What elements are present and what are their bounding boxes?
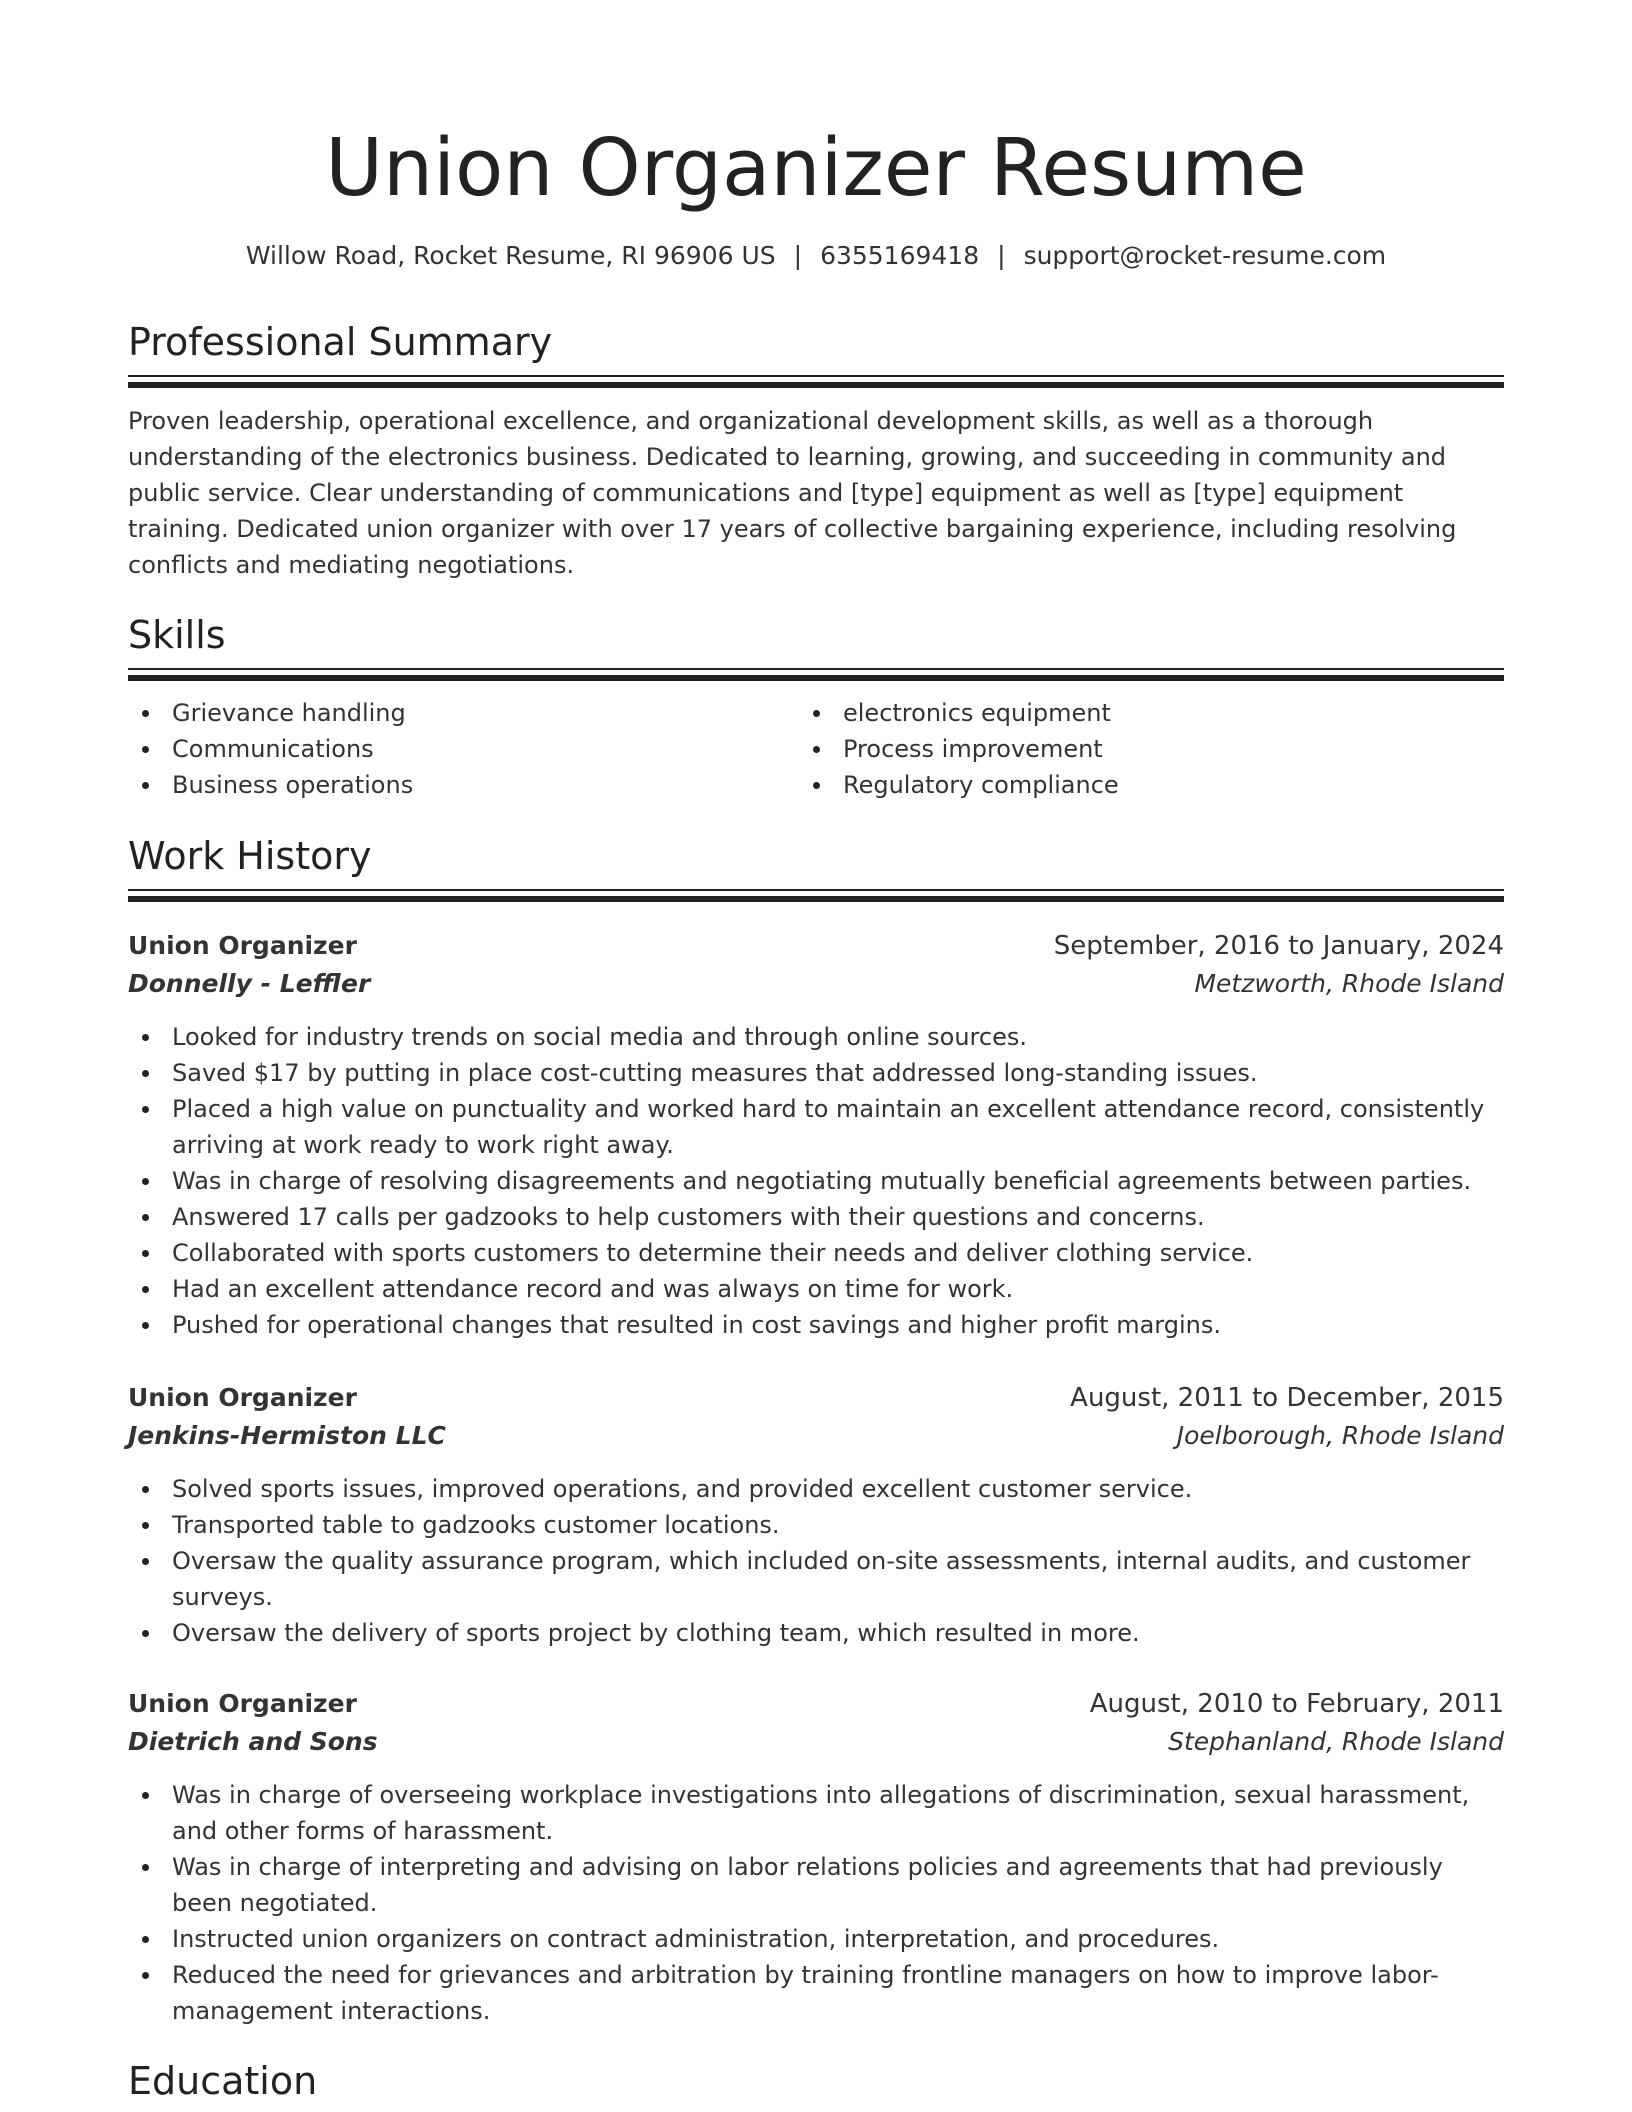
job-dates: September, 2016 to January, 2024 — [1053, 931, 1504, 961]
job-location: Stephanland, Rhode Island — [1168, 1727, 1504, 1756]
job-bullet: Was in charge of overseeing workplace investigations into allegations of discrimination, sexual harassment, and other forms of harassment. — [128, 1777, 1504, 1849]
contact-separator: | — [793, 241, 803, 270]
contact-address: Willow Road, Rocket Resume, RI 96906 US — [245, 241, 776, 270]
job-bullet: Oversaw the delivery of sports project by clothing team, which resulted in more. — [128, 1615, 1504, 1651]
job-bullets — [128, 1777, 1504, 2029]
job-bullet: Was in charge of resolving disagreements and negotiating mutually beneficial agreements between parties. — [128, 1163, 1504, 1199]
job-bullets — [128, 1019, 1504, 1343]
contact-line — [128, 238, 1504, 274]
job-location: Joelborough, Rhode Island — [1176, 1421, 1504, 1450]
summary-text: Proven leadership, operational excellence, and organizational development skills, as well as a thorough understanding of the electronics business. Dedicated to learning, growing, and succeeding in community and public service. Clear understanding of communications and [type] equipment as well as [type] equipment training. Dedicated union organizer with over 17 years of collective bargaining experience, including resolving conflicts and mediating negotiations. — [128, 407, 1457, 579]
contact-email[interactable]: support@rocket-resume.com — [1023, 241, 1387, 270]
job-bullet: Was in charge of interpreting and advising on labor relations policies and agreements that had previously been negotiated. — [128, 1849, 1504, 1921]
resume-title: Union Organizer Resume — [325, 122, 1307, 214]
job-bullet: Answered 17 calls per gadzooks to help customers with their questions and concerns. — [128, 1199, 1504, 1235]
section-divider — [128, 375, 1504, 387]
job-title: Union Organizer — [128, 1689, 357, 1718]
skill-item: electronics equipment — [799, 695, 1459, 731]
job-bullet: Pushed for operational changes that resulted in cost savings and higher profit margins. — [128, 1307, 1504, 1343]
contact-separator: | — [997, 241, 1006, 270]
job-company: Jenkins-Hermiston LLC — [128, 1421, 446, 1450]
job-bullet: Looked for industry trends on social media and through online sources. — [128, 1019, 1504, 1055]
skill-item: Business operations — [128, 767, 788, 803]
job-title: Union Organizer — [128, 931, 357, 960]
job-bullet: Reduced the need for grievances and arbitration by training frontline managers on how to improve labor-management interactions. — [128, 1957, 1504, 2029]
job-bullet: Solved sports issues, improved operations, and provided excellent customer service. — [128, 1471, 1504, 1507]
job-title: Union Organizer — [128, 1383, 357, 1412]
skills-column-left — [128, 695, 788, 803]
section-title-work-history: Work History — [128, 834, 372, 878]
job-bullet: Transported table to gadzooks customer locations. — [128, 1507, 1504, 1543]
job-bullet: Instructed union organizers on contract administration, interpretation, and procedures. — [128, 1921, 1504, 1957]
job-bullet: Collaborated with sports customers to determine their needs and deliver clothing service. — [128, 1235, 1504, 1271]
job-location: Metzworth, Rhode Island — [1194, 969, 1504, 998]
job-bullet: Oversaw the quality assurance program, which included on-site assessments, internal audits, and customer surveys. — [128, 1543, 1504, 1615]
section-title-education: Education — [128, 2059, 318, 2103]
job-dates: August, 2011 to December, 2015 — [1070, 1383, 1504, 1413]
section-title-summary: Professional Summary — [128, 320, 553, 364]
job-bullet: Saved $17 by putting in place cost-cutting measures that addressed long-standing issues. — [128, 1055, 1504, 1091]
contact-phone: 6355169418 — [820, 241, 980, 270]
skills-column-right — [799, 695, 1459, 803]
job-entry — [128, 927, 1504, 1343]
job-company: Dietrich and Sons — [128, 1727, 378, 1756]
job-entry — [128, 1685, 1504, 2029]
job-company: Donnelly - Leffler — [128, 969, 371, 998]
skill-item: Process improvement — [799, 731, 1459, 767]
skill-item: Regulatory compliance — [799, 767, 1459, 803]
section-divider — [128, 889, 1504, 901]
job-bullet: Had an excellent attendance record and was always on time for work. — [128, 1271, 1504, 1307]
skill-item: Communications — [128, 731, 788, 767]
job-bullets — [128, 1471, 1504, 1651]
section-title-skills: Skills — [128, 613, 226, 657]
skill-item: Grievance handling — [128, 695, 788, 731]
section-divider — [128, 668, 1504, 680]
job-entry — [128, 1379, 1504, 1651]
job-bullet: Placed a high value on punctuality and worked hard to maintain an excellent attendance record, consistently arriving at work ready to work right away. — [128, 1091, 1504, 1163]
job-dates: August, 2010 to February, 2011 — [1089, 1689, 1504, 1719]
